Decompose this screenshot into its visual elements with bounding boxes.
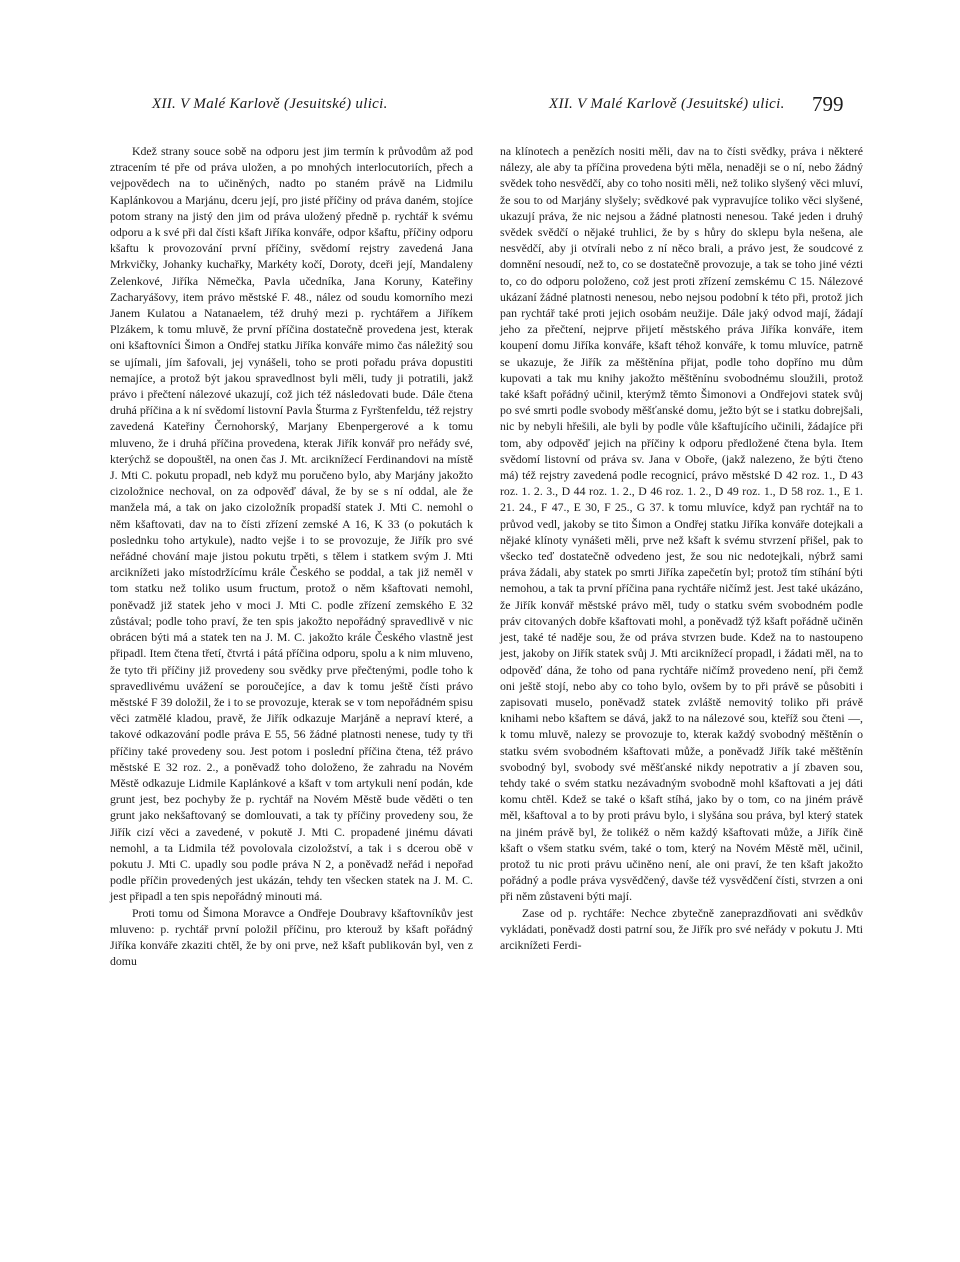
paragraph: Proti tomu od Šimona Moravce a Ondřeje Doubravy kšaftovníkův jest mluveno: p. rychtář první položil příčinu, pro kterouž by kšaft pořádný Jiříka konváře zkaziti chtěl, že by oni prve, než kšaft publikován byl, ven z domu <box>110 905 473 969</box>
paragraph: Kdež strany souce sobě na odporu jest jim termín k průvodům až pod ztracením té pře od práva uložen, a po mnohých interlocutoriích, přech a vejpovědech na to učiněných, nadto po staném právě na Lidmilu Kaplánkovou a Marjánu, dceru její, pro jisté příčiny od práva daném, stojíce potom strany na jistý den jim od práva uložený předně p. rychtář k svému odporu a k své při dal čísti kšaft Jiříka konváře, odpor kšaftu, příčiny odporu kšaftu k provozování první příčiny, svědomí rejstry zavedená Jana Mrkvičky, Johanky kuchařky, Markéty kočí, Doroty, dceři její, Mandaleny Zelenkové, Jiříka Němečka, Pavla učedníka, Jana Koruny, Kateřiny Zacharyášovy, item právo městské F. 48., nález od soudu komorního mezi Janem Kulatou a Natanaelem, též druhý mezi p. rychtářem a Jiříkem Plzákem, k tomu mluvě, že první příčina dostatečně provedena jest, kterak oni kšaftovníci Šimon a Ondřej statku Jiříka konváře mimo čas náležitý sou se ujímali, jím šafovali, jej vynášeli, toho se proti pořadu práva dopustiti nemajíce, a protož být jakou spravedlnost byli měli, tudy ji potratili, jakž právo i přečtení nálezové ukazují, což jich též následovati bude. Dále čtena druhá příčina a k ní svědomí listovní Pavla Šturma z Fyrštenfeldu, též rejstry zavedená Kateřiny Černohorský, Marjany Ebenpergerové a k tomu mluveno, že i druhá příčina provedena, kterak Jiřík konvář pro neřády své, kterýchž se dopouštěl, na onen čas J. Mt. arciknížecí Ferdinandovi na místě J. Mti C. pokutu propadl, neb když mu poručeno bylo, aby Marjány jakožto cizoložnice nechoval, on za odpověď dával, že by se s ní oddal, ale že manžela má, a tak on jako cizoložník propadší statek J. Mti C. nemohl o něm kšaftovati, dav na to čísti zřízení zemské A 16, K 33 (o pokutách k poslednku toho artykule), nadto vejše i to se provozuje, že Jiřík pro své neřádné chování maje jistou pokutu trpěti, s tělem i statkem svým J. Mti arciknížeti jako místodržícímu krále Českého se poddal, a tak již neměl v tom statku než toliko usum fructum, protož o něm kšaftovati nemohl, poněvadž již statek jeho v moci J. Mti C. podle zřízení zemského E 32 zůstával; podle toho praví, že ten spis jakožto nepořádný spravedlivě v nic obrácen býti má a statek ten na J. M. C. jakožto krále Českého vlastně jest připadl. Item čtena třetí, čtvrtá i pátá příčina odporu, spolu a k nim mluveno, že tyto tři příčiny již provedeny sou svědky prve přečtenými, podle toho k spravedlivému uvážení se poroučejíce, a dav k tomu ještě čísti právo městské F 39 doložil, že i to se provozuje, kterak se v tom nepořádném spisu věci zatmělé kladou, pravě, že Jiřík odkazuje Marjáně a nepraví které, a takové odkazování podle práva E 55, 56 žádné platnosti nenese, tudy ty tři příčiny také provedeny sou. Jest potom i poslední příčina čtena, též právo městské E 32 roz. 2., a poněvadž toho doloženo, že zahradu na Novém Městě odkazuje Lidmile Kaplánkové a kšaft v tom artykuli není podán, kde grunt jest, bez pochyby že p. rychtář na Novém Městě bude věděti o ten grunt jako nekšaftovaný se domlouvati, a tak ty příčiny provedeny sou, že Jiřík cizí věci a zavedené, v pokutě J. Mti C. propadené jinému dávati nemohl, a ta Lidmila též povolovala cizoložství, a tak i s dcerou obě v pokutu J. Mti C. upadly sou podle práva N 2, a poněvadž neřád i nepořad podle příčin provedených jest ukázán, tehdy ten všecken statek na J. M. C. jest připadl a ten spis nepořádný minouti má. <box>110 144 473 904</box>
page-number: 799 <box>812 92 844 116</box>
running-head-left: XII. V Malé Karlově (Jesuitské) ulici. <box>152 96 388 112</box>
left-text-column <box>110 143 473 969</box>
running-head-right: XII. V Malé Karlově (Jesuitské) ulici. <box>549 96 785 112</box>
paragraph: Zase od p. rychtáře: Nechce zbytečně zaneprazdňovati ani svědkův vykládati, poněvadž dosti patrní sou, že Jiřík pro své neřády v pokutu J. Mti arciknížeti Ferdi- <box>500 905 863 952</box>
right-text-column <box>500 143 863 953</box>
paragraph: na klínotech a penězích nositi měli, dav na to čísti svědky, práva i některé nálezy, ale aby ta příčina provedena býti měla, nenaději se o ní, nebo žádný svědek toho nesvědčí, aby co toho nositi měli, než toliko slyšený věci mluví, že sou to od Marjány slyšely; svědkové pak vypravujíce toliko věci slyšené, ukazují práva, že nic nejsou a žádné platnosti nenesou. Také jeden i druhý svědek svědčí o nějaké truhlici, že by s hůry do sklepu byla nešena, ale nesvědčí, aby ji otvírali nebo z ní něco brali, a právo jest, že soudcové z domnění nesoudí, než to, co se dostatečně provozuje, a tak se toho jiné vézti to, co do odporu položeno, což jest proti zřízení zemskému C 15. Nálezové ukázaní žádné platnosti nenesou, nebo nejsou podobní k této při, protož jich pan rychtář také proti jejich osobám neužije. Dále jaký odvod mají, žádají jeho za přečtení, nejprve přijetí městského práva Jiříka konváře, item koupení domu Jiříka konváře, kšaft téhož konváře, k tomu mluvíce, patrně se ukazuje, že Jiřík za měštěnína přijat, podle toho dopříno mu dům kupovati a tak mu knihy jakožto měštěnínu svobodnému sloužili, protož také kšaft pořádný učinil, kterýmž těmto Šimonovi a Ondřejovi statek svůj po své smrti podle svobody měšťanské domu, ježto být se i statku dobrejšali, nic by nebyli hřešili, ale byli by podle vůle kšaftujícího učinili, žádajíce při tom, aby odpověď jejich na příčiny k odporu předložené čtena byla. Item svědomí listovní od práva sv. Jana v Oboře, (jakž nalezeno, že býti čteno má) též rejstry zavedená podle recognicí, právo městské D 42 roz. 1., D 43 roz. 1. 2. 3., D 44 roz. 1. 2., D 46 roz. 1. 2., D 49 roz. 1., D 58 roz. 1., E 1. 21. 24., F 47., E 30, F 25., G 37. k tomu mluvíce, když pan rychtář na to průvod vedl, jakoby se tito Šimon a Ondřej statku Jiříka konváře dotejkali a nějaké klínoty vynášeti měli, prve než kšaft k svému stvrzení přišel, pak to všecko teď dostatečně odvedeno jest, že sou nic nedotejkali, nýbrž sami práva žádali, aby statek po smrti Jiříka zapečetín byl; protož tím stíhání býti nemohou, a tak ta první příčina pana rychtáře ničímž jest. Jest také ukázáno, že Jiřík konvář městské právo měl, tudy o statku svém svobodném podle práv citovaných dobře kšaftovati mohl, a poněvadž týž kšaft pořádně učiněn jest, také té naděje sou, že od práva stvrzen bude. Kdež na to nastoupeno jest, jakoby on Jiřík statek svůj J. Mti arciknížecí propadl, i žádati měl, na to odpověď dána, že toho od pana rychtáře ničímž provedeno není, při čemž oni ještě stojí, nebo aby co toho bylo, ovšem by to při právě se působiti i zapisovati muselo, poněvadž statek zvláště nemovitý toliko při právě knihami nebo kšaftem se dává, jakž to na nálezové sou, kteříž sou čteni —, k tomu mluvě, nalezy se provozuje to, kterak každý svobodný měštěnín o statku svém svobodném kšaftovati může, a poněvadž Jiřík také měštěnín svobodný byl, svobody své měšťanské nikdy nepotrativ a jí zbaven sou, tehdy také o svém statku nezávadným svobodně mohl kšaftovati a jej dáti komu chtěl. Kdež se také o kšaft stíhá, jako by o tom, co na jiném právě měl, kšaftoval a to by proti právu bylo, i slyšána sou práva, byl který statek na jiném právě byl, že tolikéž o něm každý kšaftovati může, a Jiřík čině kšaft o všem statku svém, také o tom, který na Novém Městě měl, učinil, protož tu nic proti právu učiněno není, ale oni praví, že ten kšaft jakožto pořádný a podle práva vysvědčený, davše též vysvědčení čísti, stvrzen a oni při něm zůstaveni býti mají. <box>500 144 863 904</box>
running-header <box>0 92 960 122</box>
